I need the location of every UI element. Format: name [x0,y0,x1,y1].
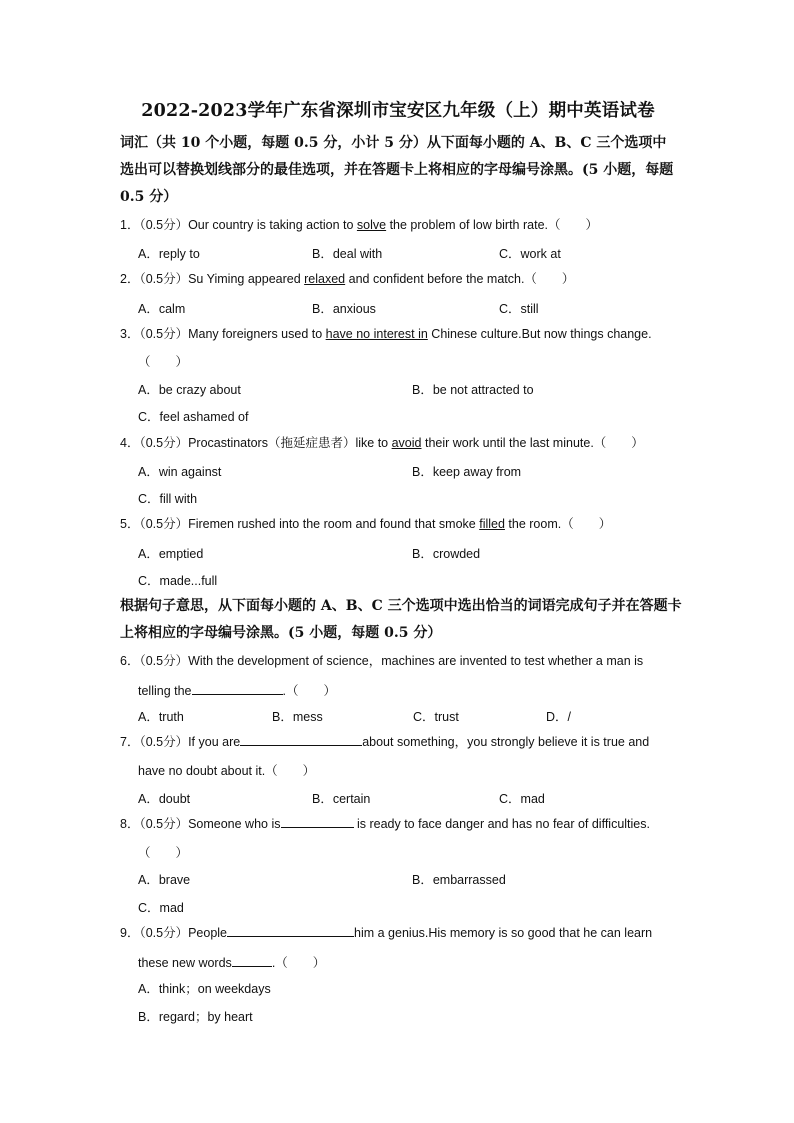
question-3-stem-post: Chinese culture.But now things change. [427,327,652,341]
question-3-answer-bracket: （ ） [138,355,189,369]
question-4-option-b[interactable]: B．keep away from [412,465,522,479]
question-7-stem-post: about something，you strongly believe it is true and [362,735,650,749]
question-8-stem-post: is ready to face danger and has no fear of difficulties. [353,817,650,831]
question-2-stem-post: and confident before the match.（ ） [345,272,575,286]
question-7-answer-blank[interactable] [240,733,362,746]
section-2-instructions [120,593,682,647]
question-4-stem-pre: 4．（0.5分）Procastinators（拖延症患者）like to [120,436,392,450]
question-4-option-a[interactable]: A．win against [138,465,222,479]
question-1-stem-post: the problem of low birth rate.（ ） [386,218,598,232]
question-9-stem-line-2-pre: these new words [138,956,232,970]
question-3-option-c[interactable]: C．feel ashamed of [138,410,249,424]
question-7-stem-pre: 7．（0.5分）If you are [120,735,241,749]
question-1-underlined: solve [356,218,387,232]
question-9-stem-line-2-post: .（ ） [271,956,326,970]
question-8-stem-pre: 8．（0.5分）Someone who is [120,817,281,831]
question-8-option-a[interactable]: A．brave [138,873,191,887]
question-6-stem-line-2 [138,682,336,699]
question-6-stem-line-2-post: .（ ） [282,684,336,698]
question-3-option-a[interactable]: A．be crazy about [138,383,241,397]
question-8-option-c[interactable]: C．mad [138,901,184,915]
question-9-stem-pre: 9．（0.5分）People [120,926,228,940]
question-6-option-c[interactable]: C．trust [413,710,459,724]
section-2-line-1: 根据句子意思，从下面每小题的 A、B、C 三个选项中选出恰当的词语完成句子并在答题卡 [120,598,682,614]
question-9-stem-post: him a genius.His memory is so good that he can learn [354,926,653,940]
question-7-option-c[interactable]: C．mad [499,792,545,806]
question-2-option-b[interactable]: B．anxious [312,302,376,316]
section-1-line-1: 词汇（共 10 个小题，每题 0.5 分，小计 5 分）从下面每小题的 A、B、C 三个选项中 [120,135,667,151]
section-1-instructions [120,130,676,211]
question-7 [120,729,676,756]
question-6-answer-blank[interactable] [192,682,283,695]
question-8-answer-blank[interactable] [281,815,354,828]
question-8 [120,811,676,838]
question-4 [120,430,676,457]
section-2-line-2: 上将相应的字母编号涂黑。(5 小题，每题 0.5 分） [120,625,442,641]
section-1-line-3: 0.5 分） [120,189,178,205]
question-9-option-a[interactable]: A．think；on weekdays [138,982,271,996]
question-9-answer-blank-2[interactable] [232,954,272,967]
question-1-option-a[interactable]: A．reply to [138,247,200,261]
question-2 [120,266,676,293]
question-4-option-c[interactable]: C．fill with [138,492,198,506]
question-7-stem-line-2: have no doubt about it.（ ） [138,764,316,778]
question-2-option-c[interactable]: C．still [499,302,539,316]
question-1-stem-pre: 1．（0.5分）Our country is taking action to [120,218,357,232]
question-6-stem-line-2-pre: telling the [138,684,192,698]
question-5-option-a[interactable]: A．emptied [138,547,204,561]
question-9-stem-line-2 [138,954,325,971]
question-6-stem-line-1: 6．（0.5分）With the development of science，machines are invented to test whether a man is [120,654,644,668]
question-3-stem-pre: 3．（0.5分）Many foreigners used to [120,327,326,341]
question-2-underlined: relaxed [304,272,346,286]
question-6 [120,648,676,675]
question-3 [120,321,676,348]
question-9-option-b[interactable]: B．regard；by heart [138,1010,253,1024]
question-4-stem-post: their work until the last minute.（ ） [421,436,644,450]
page-title: 2022-2023学年广东省深圳市宝安区九年级（上）期中英语试卷 [141,101,655,121]
question-5-stem-pre: 5．（0.5分）Firemen rushed into the room and found that smoke [120,517,480,531]
section-1-line-2: 选出可以替换划线部分的最佳选项，并在答题卡上将相应的字母编号涂黑。(5 小题，每题 [120,162,674,178]
question-2-option-a[interactable]: A．calm [138,302,186,316]
question-6-option-d[interactable]: D．/ [546,710,572,724]
question-1-option-b[interactable]: B．deal with [312,247,383,261]
question-9 [120,920,676,947]
question-5-option-b[interactable]: B．crowded [412,547,481,561]
question-5 [120,511,676,538]
question-7-option-a[interactable]: A．doubt [138,792,191,806]
question-1-option-c[interactable]: C．work at [499,247,561,261]
question-3-option-b[interactable]: B．be not attracted to [412,383,534,397]
question-9-answer-blank-1[interactable] [227,924,354,937]
question-3-underlined: have no interest in [325,327,428,341]
question-7-option-b[interactable]: B．certain [312,792,371,806]
question-8-option-b[interactable]: B．embarrassed [412,873,506,887]
question-6-option-a[interactable]: A．truth [138,710,184,724]
question-5-option-c[interactable]: C．made...full [138,574,218,588]
question-5-underlined: filled [479,517,505,531]
question-4-underlined: avoid [391,436,422,450]
question-8-answer-bracket: （ ） [138,846,189,860]
question-1 [120,212,676,239]
question-6-option-b[interactable]: B．mess [272,710,323,724]
question-5-stem-post: the room.（ ） [504,517,612,531]
question-2-stem-pre: 2．（0.5分）Su Yiming appeared [120,272,305,286]
